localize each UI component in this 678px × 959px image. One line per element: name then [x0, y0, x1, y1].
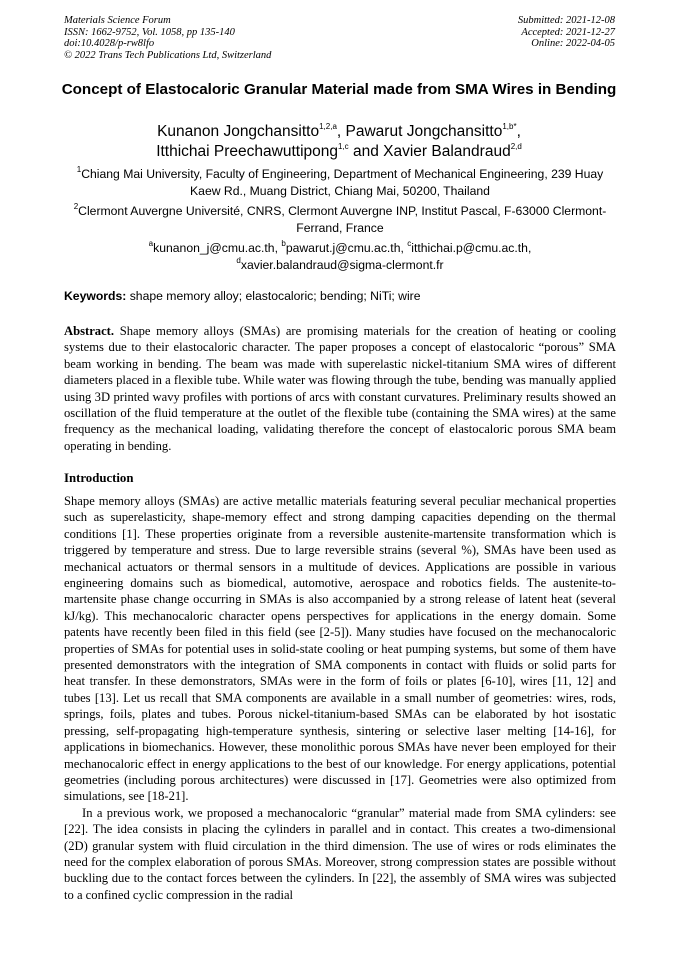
- journal-copyright: © 2022 Trans Tech Publications Ltd, Switzerland: [64, 49, 272, 61]
- keywords-text: shape memory alloy; elastocaloric; bending; NiTi; wire: [126, 289, 421, 303]
- author-affiliation-mark: 1,2,a: [319, 121, 337, 131]
- submitted-date: Submitted: 2021-12-08: [517, 15, 615, 26]
- keywords-label: Keywords:: [64, 289, 127, 303]
- email-mark: c: [407, 238, 412, 248]
- accepted-date: Accepted: 2021-12-27: [521, 26, 615, 38]
- author-affiliation-mark: 1,b*: [502, 121, 517, 131]
- journal-issn: ISSN: 1662-9752, Vol. 1058, pp 135-140: [64, 26, 235, 38]
- online-date: Online: 2022-04-05: [531, 38, 615, 49]
- section-heading-introduction: Introduction: [64, 471, 134, 485]
- paragraph: Shape memory alloys (SMAs) are active metallic materials featuring several peculiar mechanical properties such as superelasticity, shape-memory effect and strong damping capacities depending on the thermal conditions [1]. These properties originate from a reversible austenite-martensite transformation which is triggered by temperature and stress. Due to large reversible strains (several %), SMAs have been used as mechanical actuators or thermal sensors in a multitude of devices. Applications are possible in various engineering domains such as biomedical, automotive, aerospace and robotics fields. The austenite-to-martensite phase change occurring in SMAs is also accompanied by a strong release of latent heat (several kJ/kg). This mechanocaloric character opens perspectives for applications in the energy domain. Some patents have recently been filed in this field (see [2-5]). Many studies have focused on the mechanocaloric properties of SMAs for potential uses in solid-state cooling or heat pumping systems, but some of them have presented demonstrators with the integration of SMA components in contact with fluids or solid parts for heat transfer. In these demonstrators, SMAs were in the form of foils or plates [6-10], wires [11, 12] and tubes [13]. Let us recall that SMA components are available in a small number of geometries: wires, rods, springs, foils, plates and tubes. Porous nickel-titanium-based SMAs can be elaborated by hot isostatic pressing, self-propagating high-temperature synthesis, sintering or selective laser melting [14-16], for applications in biomechanics. However, these monolithic porous SMAs have never been employed for their mechanocaloric effect in energy applications to the best of our knowledge. For energy applications, potential geometries (including porous architectures) were discussed in [17]. Geometries were also optimized from simulations, see [18-21].: [64, 494, 616, 804]
- abstract-text: Shape memory alloys (SMAs) are promising materials for the creation of heating or cooling systems due to their elastocaloric character. The paper proposes a concept of elastocaloric “porous” SMA beam working in bending. The beam was made with superelastic nickel-titanium SMA wires of different diameters placed in a flexible tube. While water was flowing through the tube, bending was manually applied using 3D printed wavy profiles with portions of arcs with constant curvatures. Preliminary results showed an oscillation of the fluid temperature at the outlet of the flexible tube (containing the SMA wires) at the same frequency as the mechanical loading, validating therefore the concept of elastocaloric porous SMA beam operating in bending.: [64, 324, 616, 453]
- keywords: [64, 288, 616, 304]
- author-separator: ,: [516, 123, 521, 140]
- abstract-label: Abstract.: [64, 324, 115, 338]
- author-affiliation-mark: 2,d: [510, 141, 522, 151]
- affiliation-text: Clermont Auvergne Université, CNRS, Clermont Auvergne INP, Institut Pascal, F-63000 Clermont-Ferrand, France: [78, 204, 607, 235]
- author-separator: and: [348, 143, 384, 160]
- author-separator: ,: [336, 123, 346, 140]
- email-link[interactable]: pawarut.j@cmu.ac.th,: [285, 241, 408, 255]
- email-link[interactable]: kunanon_j@cmu.ac.th,: [153, 241, 282, 255]
- email-mark: b: [281, 238, 286, 248]
- affiliation-2: [64, 203, 616, 237]
- introduction-body: [64, 493, 616, 903]
- author-emails: [64, 240, 616, 274]
- author-name: Kunanon Jongchansitto: [157, 123, 320, 140]
- paper-title: Concept of Elastocaloric Granular Material made from SMA Wires in Bending: [61, 81, 617, 98]
- affiliation-text: Chiang Mai University, Faculty of Engineering, Department of Mechanical Engineering, 239 Huay Kaew Rd., Muang District, Chiang Mai, 50200, Thailand: [81, 167, 604, 198]
- affiliation-1: [64, 166, 616, 200]
- journal-doi: doi:10.4028/p-rw8lfo: [64, 38, 155, 49]
- journal-header-left: [64, 15, 271, 61]
- author-name: Pawarut Jongchansitto: [345, 123, 503, 140]
- email-mark: a: [148, 238, 154, 248]
- abstract: [64, 323, 616, 454]
- author-affiliation-mark: 1,c: [338, 141, 349, 151]
- author-name: Itthichai Preechawuttipong: [156, 143, 338, 160]
- journal-name: Materials Science Forum: [64, 15, 171, 26]
- author-name: Xavier Balandraud: [383, 143, 511, 160]
- email-link[interactable]: xavier.balandraud@sigma-clermont.fr: [240, 258, 444, 272]
- journal-header-right: [518, 15, 615, 50]
- affiliation-mark: 1: [76, 164, 82, 174]
- affiliation-mark: 2: [73, 201, 79, 211]
- email-mark: d: [236, 255, 241, 265]
- author-list: [60, 122, 618, 162]
- email-link[interactable]: itthichai.p@cmu.ac.th,: [411, 241, 532, 255]
- paragraph: In a previous work, we proposed a mechanocaloric “granular” material made from SMA cylinders: see [22]. The idea consists in placing the cylinders in parallel and in contact. This creates a two-dimensional (2D) granular system with fluid circulation in the third dimension. The use of wires or rods eliminates the need for the complex elaboration of porous SMAs. Moreover, strong compression states are possible without buckling due to the contact forces between the cylinders. In [22], the assembly of SMA wires was subjected to a confined cyclic compression in the radial: [64, 805, 616, 902]
